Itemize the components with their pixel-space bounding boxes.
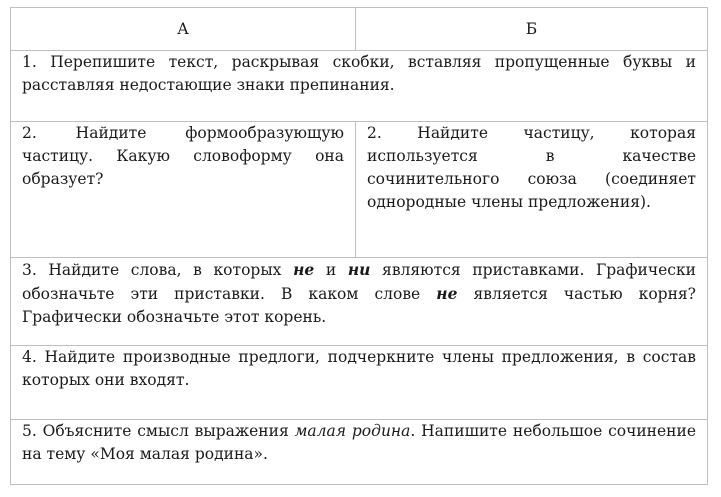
task-3-text: [11, 258, 708, 346]
task-3-part-2: и: [314, 261, 348, 279]
task-2a-text: 2. Найдите формообразующую частицу. Какую словоформу она образует?: [11, 122, 356, 258]
task-5-text: [11, 420, 708, 485]
phrase-malaya-rodina: малая родина: [294, 422, 411, 440]
highlight-ne: не: [293, 260, 315, 279]
highlight-ni: ни: [347, 260, 371, 279]
task-row-2: [11, 122, 708, 258]
task-4-text: 4. Найдите производные предлоги, подчеркните члены предложения, в состав которых они входят.: [11, 346, 708, 420]
task-2b-text: 2. Найдите частицу, которая используется в качестве сочинительного союза (соединяет однородные члены предложения).: [356, 122, 708, 258]
task-3-part-1: 3. Найдите слова, в которых: [22, 261, 294, 279]
column-header-a: А: [11, 8, 356, 51]
task-1-text: 1. Перепишите текст, раскрывая скобки, вставляя пропущенные буквы и расставляя недостающие знаки препинания.: [11, 51, 708, 122]
task-row-5: [11, 420, 708, 485]
task-row-3: [11, 258, 708, 346]
task-table: [10, 7, 708, 485]
task-row-4: [11, 346, 708, 420]
highlight-ne-2: не: [436, 284, 458, 303]
task-row-1: [11, 51, 708, 122]
header-row: [11, 8, 708, 51]
column-header-b: Б: [356, 8, 708, 51]
task-3-part-3: являются приставками. Графически обозначьте эти приставки. В каком слове: [22, 261, 697, 303]
task-5-part-2: . Напишите небольшое сочинение на тему «Моя малая родина».: [22, 422, 697, 463]
task-3-part-4: является частью корня? Графически обозначьте этот корень.: [22, 285, 696, 326]
task-5-part-1: 5. Объясните смысл выражения: [22, 422, 295, 440]
